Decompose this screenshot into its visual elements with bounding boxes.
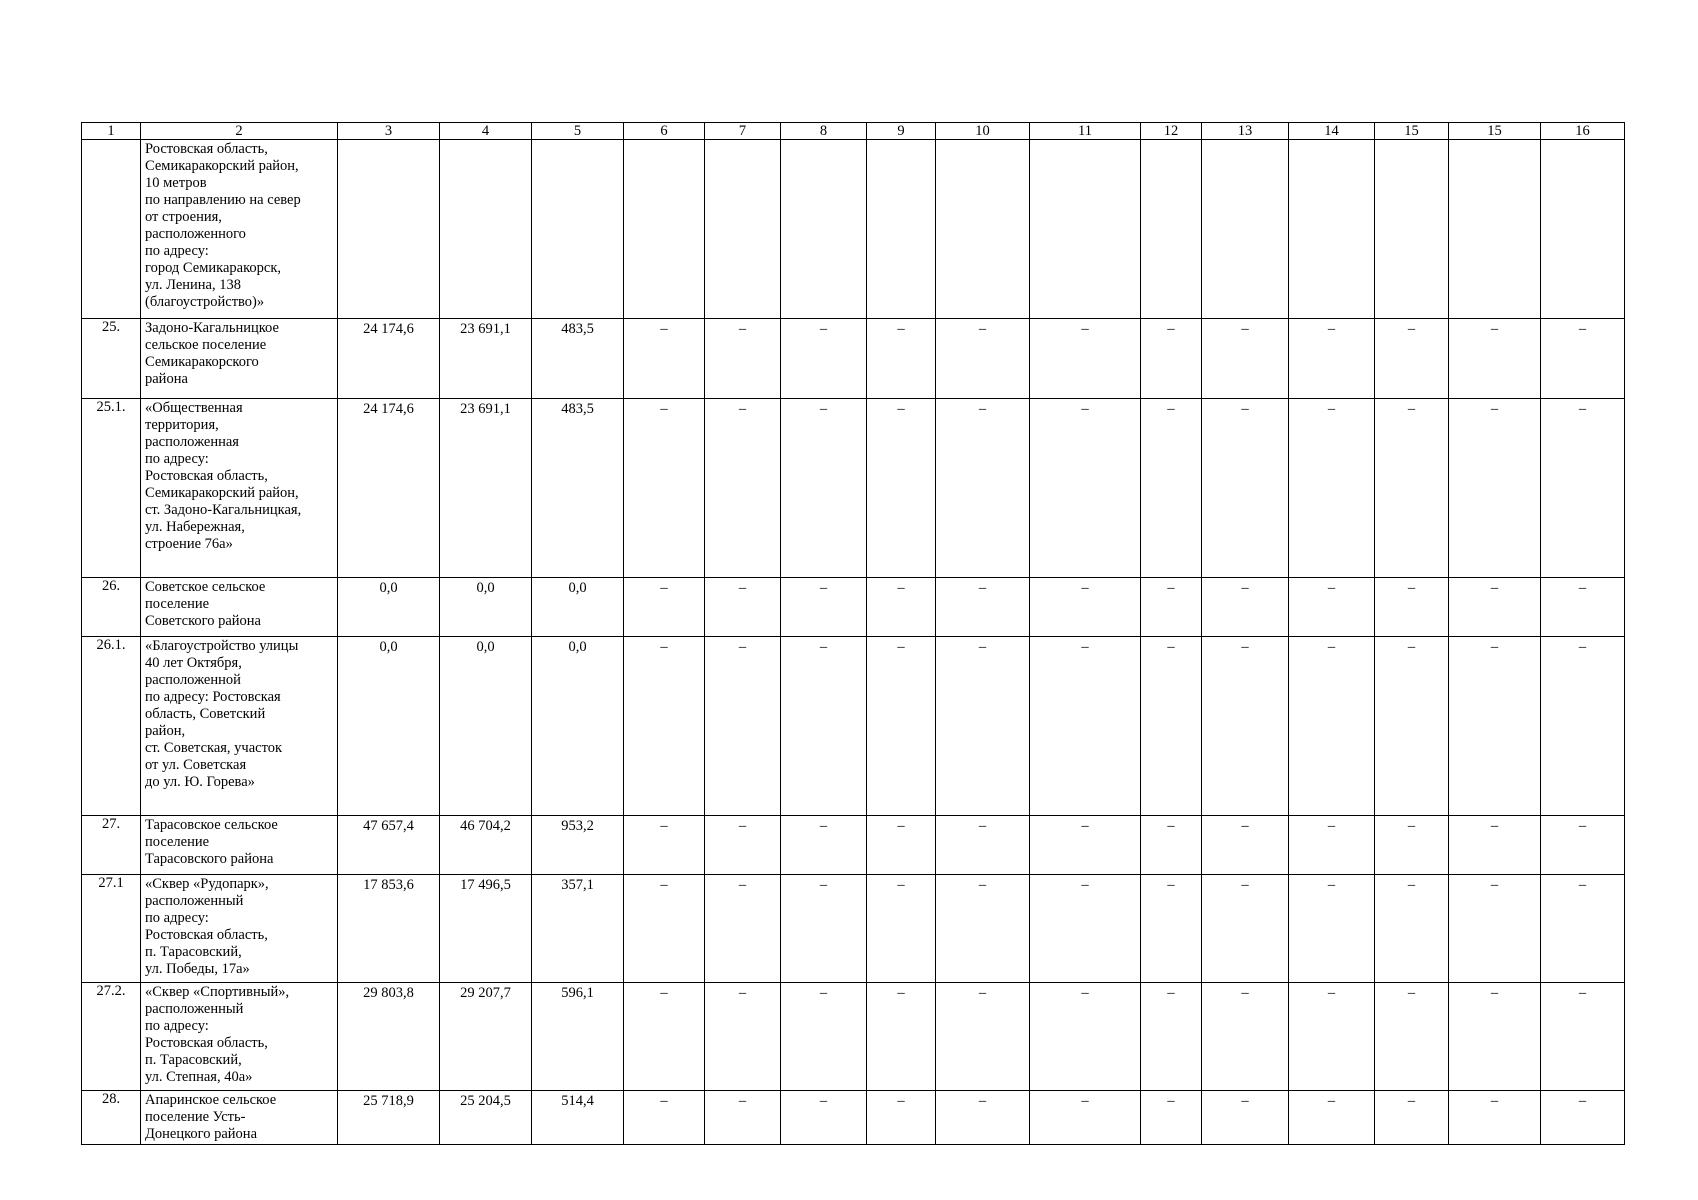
value-cell: – — [781, 399, 867, 578]
value-cell: – — [624, 816, 705, 875]
row-name-cell: «Сквер «Спортивный», расположенный по адресу: Ростовская область, п. Тарасовский, ул. Степная, 40а» — [141, 983, 338, 1091]
value-cell: – — [781, 875, 867, 983]
value-cell: – — [867, 816, 936, 875]
column-number: 15 — [1375, 123, 1449, 140]
regional-amount-cell: 483,5 — [532, 319, 624, 399]
row-name-cell: «Сквер «Рудопарк», расположенный по адресу: Ростовская область, п. Тарасовский, ул. Победы, 17а» — [141, 875, 338, 983]
total-amount-cell: 29 803,8 — [338, 983, 440, 1091]
value-cell — [1375, 140, 1449, 319]
value-cell: – — [624, 578, 705, 637]
value-cell — [1449, 140, 1541, 319]
column-number: 7 — [705, 123, 781, 140]
value-cell: – — [1449, 983, 1541, 1091]
federal-amount-cell: 17 496,5 — [440, 875, 532, 983]
column-number: 2 — [141, 123, 338, 140]
total-amount-cell: 0,0 — [338, 637, 440, 816]
value-cell: – — [1202, 983, 1289, 1091]
row-name-cell: Апаринское сельское поселение Усть- Донецкого района — [141, 1091, 338, 1145]
value-cell: – — [1541, 319, 1625, 399]
value-cell: – — [1375, 319, 1449, 399]
value-cell: – — [1030, 399, 1141, 578]
value-cell: – — [1449, 319, 1541, 399]
regional-amount-cell: 953,2 — [532, 816, 624, 875]
value-cell: – — [1541, 578, 1625, 637]
value-cell: – — [1141, 875, 1202, 983]
value-cell: – — [624, 1091, 705, 1145]
value-cell — [936, 140, 1030, 319]
value-cell: – — [1202, 875, 1289, 983]
value-cell: – — [1202, 637, 1289, 816]
column-number: 3 — [338, 123, 440, 140]
value-cell: – — [781, 983, 867, 1091]
table-row — [82, 1091, 1625, 1145]
value-cell: – — [705, 983, 781, 1091]
value-cell — [781, 140, 867, 319]
value-cell — [1289, 140, 1375, 319]
value-cell: – — [781, 1091, 867, 1145]
value-cell: – — [1030, 983, 1141, 1091]
row-name-cell: Тарасовское сельское поселение Тарасовского района — [141, 816, 338, 875]
value-cell — [1202, 140, 1289, 319]
regional-amount-cell: 514,4 — [532, 1091, 624, 1145]
row-number-cell: 27.1 — [82, 875, 141, 983]
value-cell: – — [1202, 578, 1289, 637]
federal-amount-cell: 0,0 — [440, 637, 532, 816]
value-cell: – — [1541, 399, 1625, 578]
value-cell: – — [1030, 578, 1141, 637]
value-cell: – — [705, 637, 781, 816]
value-cell: – — [705, 319, 781, 399]
value-cell: – — [1202, 399, 1289, 578]
row-number-cell: 27.2. — [82, 983, 141, 1091]
value-cell: – — [867, 983, 936, 1091]
value-cell: – — [936, 399, 1030, 578]
total-amount-cell: 25 718,9 — [338, 1091, 440, 1145]
table-body — [82, 140, 1625, 1145]
table-row — [82, 637, 1625, 816]
budget-table — [81, 122, 1625, 1145]
total-amount-cell: 47 657,4 — [338, 816, 440, 875]
value-cell: – — [1289, 578, 1375, 637]
row-number-cell: 28. — [82, 1091, 141, 1145]
value-cell: – — [1375, 875, 1449, 983]
value-cell: – — [1141, 983, 1202, 1091]
value-cell: – — [936, 319, 1030, 399]
value-cell: – — [936, 637, 1030, 816]
column-number: 12 — [1141, 123, 1202, 140]
value-cell — [624, 140, 705, 319]
row-name-cell: Советское сельское поселение Советского района — [141, 578, 338, 637]
value-cell — [705, 140, 781, 319]
total-amount-cell — [338, 140, 440, 319]
value-cell: – — [1202, 319, 1289, 399]
value-cell: – — [936, 875, 1030, 983]
value-cell: – — [624, 875, 705, 983]
table-row — [82, 875, 1625, 983]
total-amount-cell: 17 853,6 — [338, 875, 440, 983]
federal-amount-cell: 29 207,7 — [440, 983, 532, 1091]
value-cell — [1541, 140, 1625, 319]
federal-amount-cell: 25 204,5 — [440, 1091, 532, 1145]
value-cell: – — [867, 578, 936, 637]
value-cell: – — [1375, 637, 1449, 816]
column-number: 4 — [440, 123, 532, 140]
column-number: 5 — [532, 123, 624, 140]
row-number-cell — [82, 140, 141, 319]
value-cell: – — [1449, 875, 1541, 983]
value-cell: – — [781, 578, 867, 637]
value-cell: – — [1141, 319, 1202, 399]
row-name-cell: «Общественная территория, расположенная по адресу: Ростовская область, Семикаракорский район, ст. Задоно-Кагальницкая, ул. Набережная, строение 76а» — [141, 399, 338, 578]
value-cell: – — [1289, 875, 1375, 983]
value-cell: – — [781, 816, 867, 875]
row-number-cell: 25.1. — [82, 399, 141, 578]
value-cell: – — [624, 983, 705, 1091]
column-number: 6 — [624, 123, 705, 140]
total-amount-cell: 24 174,6 — [338, 399, 440, 578]
value-cell: – — [705, 816, 781, 875]
value-cell: – — [936, 578, 1030, 637]
row-number-cell: 27. — [82, 816, 141, 875]
value-cell: – — [867, 637, 936, 816]
value-cell: – — [936, 816, 1030, 875]
value-cell: – — [705, 875, 781, 983]
table-row — [82, 578, 1625, 637]
value-cell — [1141, 140, 1202, 319]
value-cell: – — [624, 399, 705, 578]
value-cell: – — [1030, 1091, 1141, 1145]
row-number-cell: 25. — [82, 319, 141, 399]
value-cell: – — [1541, 875, 1625, 983]
table-row — [82, 140, 1625, 319]
regional-amount-cell: 483,5 — [532, 399, 624, 578]
regional-amount-cell: 0,0 — [532, 637, 624, 816]
column-number: 9 — [867, 123, 936, 140]
value-cell: – — [1030, 319, 1141, 399]
value-cell: – — [1541, 983, 1625, 1091]
value-cell: – — [1289, 399, 1375, 578]
value-cell: – — [1375, 399, 1449, 578]
value-cell — [1030, 140, 1141, 319]
value-cell: – — [705, 1091, 781, 1145]
value-cell: – — [1141, 637, 1202, 816]
value-cell: – — [1449, 816, 1541, 875]
value-cell: – — [1541, 637, 1625, 816]
value-cell: – — [1141, 399, 1202, 578]
value-cell: – — [1202, 1091, 1289, 1145]
column-number: 10 — [936, 123, 1030, 140]
value-cell: – — [1141, 816, 1202, 875]
row-number-cell: 26. — [82, 578, 141, 637]
value-cell: – — [624, 637, 705, 816]
column-number: 8 — [781, 123, 867, 140]
value-cell: – — [1202, 816, 1289, 875]
value-cell: – — [705, 399, 781, 578]
value-cell — [867, 140, 936, 319]
column-number: 11 — [1030, 123, 1141, 140]
value-cell: – — [1141, 1091, 1202, 1145]
value-cell: – — [1030, 637, 1141, 816]
total-amount-cell: 0,0 — [338, 578, 440, 637]
federal-amount-cell: 46 704,2 — [440, 816, 532, 875]
value-cell: – — [1030, 816, 1141, 875]
value-cell: – — [1449, 1091, 1541, 1145]
value-cell: – — [1030, 875, 1141, 983]
value-cell: – — [1449, 399, 1541, 578]
federal-amount-cell: 0,0 — [440, 578, 532, 637]
value-cell: – — [1289, 983, 1375, 1091]
federal-amount-cell: 23 691,1 — [440, 319, 532, 399]
table-row — [82, 319, 1625, 399]
column-number: 14 — [1289, 123, 1375, 140]
column-number-row — [82, 123, 1625, 140]
value-cell: – — [936, 1091, 1030, 1145]
value-cell: – — [1449, 578, 1541, 637]
column-number: 1 — [82, 123, 141, 140]
value-cell: – — [1375, 983, 1449, 1091]
federal-amount-cell — [440, 140, 532, 319]
value-cell: – — [1375, 816, 1449, 875]
regional-amount-cell: 357,1 — [532, 875, 624, 983]
column-number: 13 — [1202, 123, 1289, 140]
row-name-cell: Задоно-Кагальницкое сельское поселение Семикаракорского района — [141, 319, 338, 399]
value-cell: – — [1289, 319, 1375, 399]
value-cell: – — [1375, 1091, 1449, 1145]
regional-amount-cell — [532, 140, 624, 319]
value-cell: – — [781, 319, 867, 399]
regional-amount-cell: 0,0 — [532, 578, 624, 637]
value-cell: – — [867, 399, 936, 578]
value-cell: – — [1541, 1091, 1625, 1145]
value-cell: – — [624, 319, 705, 399]
row-number-cell: 26.1. — [82, 637, 141, 816]
value-cell: – — [1541, 816, 1625, 875]
value-cell: – — [936, 983, 1030, 1091]
federal-amount-cell: 23 691,1 — [440, 399, 532, 578]
value-cell: – — [867, 319, 936, 399]
value-cell: – — [1289, 816, 1375, 875]
row-name-cell: «Благоустройство улицы 40 лет Октября, расположенной по адресу: Ростовская область, Советский район, ст. Советская, участок от ул. Советская до ул. Ю. Горева» — [141, 637, 338, 816]
table-row — [82, 399, 1625, 578]
value-cell: – — [705, 578, 781, 637]
value-cell: – — [1289, 1091, 1375, 1145]
value-cell: – — [1449, 637, 1541, 816]
value-cell: – — [867, 875, 936, 983]
value-cell: – — [1141, 578, 1202, 637]
total-amount-cell: 24 174,6 — [338, 319, 440, 399]
value-cell: – — [781, 637, 867, 816]
table-row — [82, 983, 1625, 1091]
value-cell: – — [1375, 578, 1449, 637]
regional-amount-cell: 596,1 — [532, 983, 624, 1091]
table-row — [82, 816, 1625, 875]
column-number: 15 — [1449, 123, 1541, 140]
value-cell: – — [1289, 637, 1375, 816]
column-number: 16 — [1541, 123, 1625, 140]
value-cell: – — [867, 1091, 936, 1145]
row-name-cell: Ростовская область, Семикаракорский район, 10 метров по направлению на север от строения, расположенного по адресу: город Семикаракорск, ул. Ленина, 138 (благоустройство)» — [141, 140, 338, 319]
